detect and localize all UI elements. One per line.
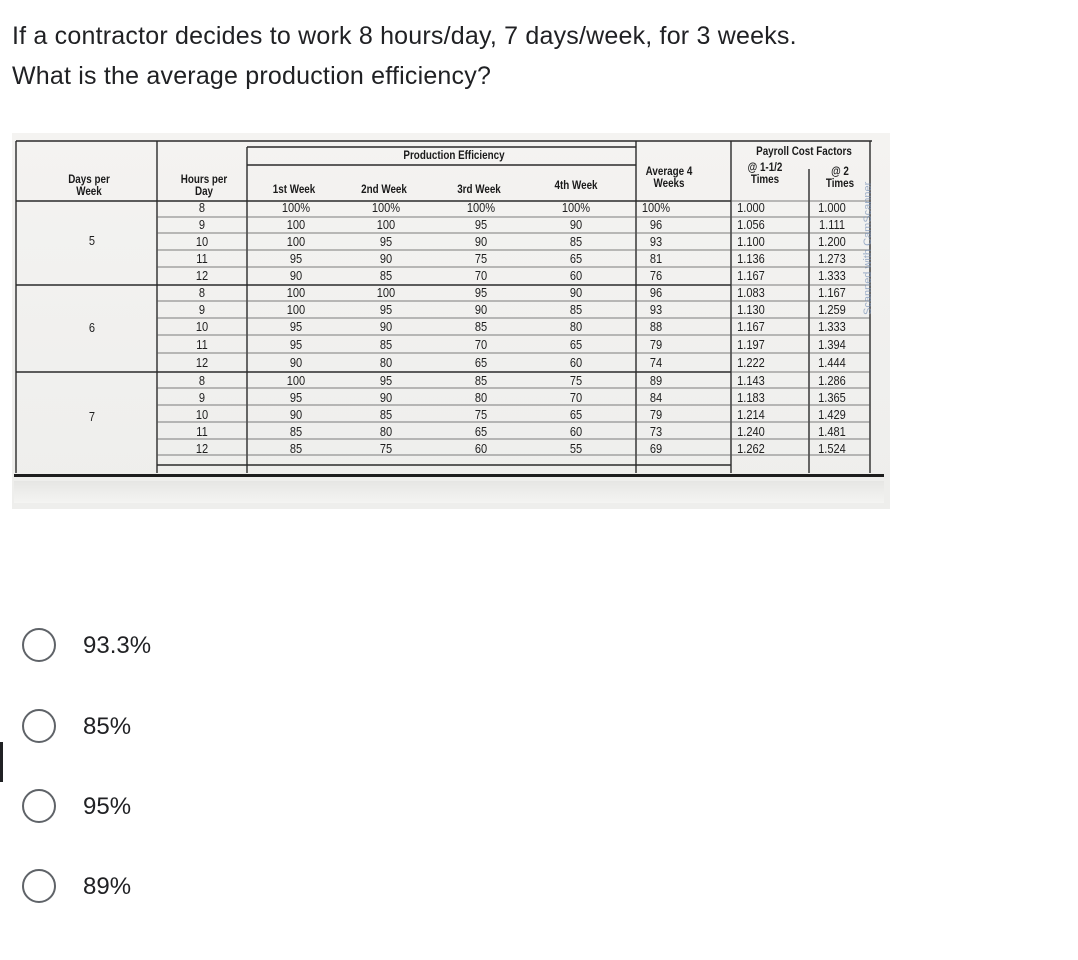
option-label: 85%: [83, 713, 132, 740]
cell: 90: [379, 390, 393, 405]
cell: 1.111: [818, 217, 846, 232]
cell: 85: [474, 319, 488, 334]
cell: 95: [379, 234, 393, 249]
cell: 90: [289, 268, 303, 283]
cell: 11: [196, 337, 208, 352]
cell: 1.481: [818, 424, 846, 439]
cell: 1.286: [818, 373, 846, 388]
radio-button[interactable]: [22, 789, 56, 823]
cell: 100: [286, 373, 306, 388]
header-week1: 1st Week: [272, 182, 316, 196]
cell: 11: [196, 424, 208, 439]
option-1[interactable]: [22, 628, 322, 668]
cell: 65: [474, 355, 488, 370]
cell: 10: [195, 319, 209, 334]
cell: 80: [569, 319, 583, 334]
cell: 1.333: [818, 268, 846, 283]
cell: 1.365: [818, 390, 846, 405]
cell: 93: [649, 234, 663, 249]
option-label: 93.3%: [83, 632, 152, 659]
cell: 85: [569, 234, 583, 249]
cell: 90: [474, 234, 488, 249]
cell: 65: [474, 424, 488, 439]
cell: 84: [649, 390, 663, 405]
cell: 95: [289, 337, 303, 352]
header-average: Average 4 Weeks: [645, 164, 693, 190]
cell: 8: [198, 373, 206, 388]
cell: 1.143: [737, 373, 765, 388]
cell: 9: [198, 302, 206, 317]
cell: 60: [569, 355, 583, 370]
table-bottom-rule: [14, 474, 884, 477]
cell: 100: [286, 234, 306, 249]
cell: 12: [195, 441, 209, 456]
header-week4: 4th Week: [554, 178, 598, 192]
cell: 76: [649, 268, 663, 283]
cell: 60: [569, 268, 583, 283]
cell: 95: [379, 373, 393, 388]
cell: 1.000: [737, 200, 765, 215]
cell: 12: [195, 355, 209, 370]
cell: 10: [195, 234, 209, 249]
option-3[interactable]: [22, 789, 322, 829]
cell: 85: [289, 441, 303, 456]
cell: 79: [649, 337, 663, 352]
cell: 1.240: [737, 424, 765, 439]
cell: 96: [649, 217, 663, 232]
cell: 1.222: [737, 355, 765, 370]
cell: 95: [289, 319, 303, 334]
cell: 8: [198, 285, 206, 300]
cell: 85: [569, 302, 583, 317]
cell: 90: [569, 285, 583, 300]
cell: 69: [649, 441, 663, 456]
cell: 9: [198, 217, 206, 232]
cell: 1.197: [737, 337, 765, 352]
cell: 100: [286, 302, 306, 317]
header-hours: Hours per Day: [180, 172, 228, 198]
radio-button[interactable]: [22, 869, 56, 903]
cell: 1.200: [818, 234, 846, 249]
cell: 1.056: [737, 217, 765, 232]
cell: 1.130: [737, 302, 765, 317]
cell: 1.000: [818, 200, 846, 215]
cell: 1.167: [818, 285, 846, 300]
days-label-6: 6: [88, 320, 96, 335]
cell: 60: [474, 441, 488, 456]
cell: 75: [569, 373, 583, 388]
cell: 70: [569, 390, 583, 405]
cell: 8: [198, 200, 206, 215]
radio-button[interactable]: [22, 628, 56, 662]
cell: 1.083: [737, 285, 765, 300]
header-payroll-15: @ 1-1/2 Times: [747, 160, 783, 186]
cell: 1.444: [818, 355, 846, 370]
cell: 95: [289, 390, 303, 405]
cell: 10: [195, 407, 209, 422]
cell: 90: [379, 251, 393, 266]
option-label: 89%: [83, 873, 132, 900]
cell: 90: [289, 407, 303, 422]
cell: 90: [474, 302, 488, 317]
cell: 96: [649, 285, 663, 300]
cell: 95: [289, 251, 303, 266]
option-4[interactable]: [22, 869, 322, 909]
cell: 95: [474, 217, 488, 232]
cell: 1.100: [737, 234, 765, 249]
cell: 1.183: [737, 390, 765, 405]
cell: 81: [649, 251, 663, 266]
header-production-efficiency: Production Efficiency: [403, 148, 505, 162]
cell: 85: [379, 337, 393, 352]
cell: 1.214: [737, 407, 765, 422]
cell: 80: [474, 390, 488, 405]
cell: 85: [379, 407, 393, 422]
question-text: [12, 16, 1062, 96]
cell: 85: [474, 373, 488, 388]
header-payroll-2: @ 2 Times: [825, 164, 855, 190]
left-edge-marker: [0, 742, 3, 782]
cell: 12: [195, 268, 209, 283]
cell: 1.262: [737, 441, 765, 456]
cell: 80: [379, 355, 393, 370]
cell: 100%: [281, 200, 311, 215]
cell: 100: [376, 217, 396, 232]
cell: 79: [649, 407, 663, 422]
cell: 100%: [466, 200, 496, 215]
radio-button[interactable]: [22, 709, 56, 743]
cell: 95: [474, 285, 488, 300]
cell: 90: [569, 217, 583, 232]
cell: 100: [286, 285, 306, 300]
days-label-5: 5: [88, 233, 96, 248]
cell: 55: [569, 441, 583, 456]
question-line-1: If a contractor decides to work 8 hours/day, 7 days/week, for 3 weeks.: [12, 22, 797, 50]
cell: 1.167: [737, 319, 765, 334]
cell: 11: [196, 251, 208, 266]
cell: 9: [198, 390, 206, 405]
cell: 85: [289, 424, 303, 439]
header-week3: 3rd Week: [457, 182, 501, 196]
cell: 65: [569, 337, 583, 352]
question-line-2: What is the average production efficiency?: [12, 62, 492, 90]
header-days: Days per Week: [68, 172, 110, 198]
option-label: 95%: [83, 793, 132, 820]
cell: 1.333: [818, 319, 846, 334]
cell: 88: [649, 319, 663, 334]
header-payroll: Payroll Cost Factors: [756, 144, 852, 158]
option-2[interactable]: [22, 709, 322, 749]
cell: 65: [569, 407, 583, 422]
cell: 73: [649, 424, 663, 439]
cell: 70: [474, 337, 488, 352]
scanner-watermark: Scanned with CamScanner: [862, 181, 874, 315]
cell: 100: [376, 285, 396, 300]
cell: 93: [649, 302, 663, 317]
cell: 80: [379, 424, 393, 439]
scan-shadow: [14, 481, 884, 503]
cell: 90: [289, 355, 303, 370]
cell: 75: [474, 407, 488, 422]
cell: 100%: [371, 200, 401, 215]
cell: 1.273: [818, 251, 846, 266]
cell: 95: [379, 302, 393, 317]
cell: 1.394: [818, 337, 846, 352]
cell: 65: [569, 251, 583, 266]
cell: 1.167: [737, 268, 765, 283]
cell: 90: [379, 319, 393, 334]
cell: 100%: [641, 200, 671, 215]
cell: 70: [474, 268, 488, 283]
cell: 100%: [561, 200, 591, 215]
cell: 60: [569, 424, 583, 439]
efficiency-table-image: [12, 133, 890, 509]
cell: 74: [649, 355, 663, 370]
cell: 1.136: [737, 251, 765, 266]
days-label-7: 7: [88, 409, 96, 424]
cell: 1.259: [818, 302, 846, 317]
cell: 1.429: [818, 407, 846, 422]
cell: 1.524: [818, 441, 846, 456]
cell: 89: [649, 373, 663, 388]
cell: 85: [379, 268, 393, 283]
cell: 100: [286, 217, 306, 232]
cell: 75: [474, 251, 488, 266]
cell: 75: [379, 441, 393, 456]
header-week2: 2nd Week: [361, 182, 407, 196]
